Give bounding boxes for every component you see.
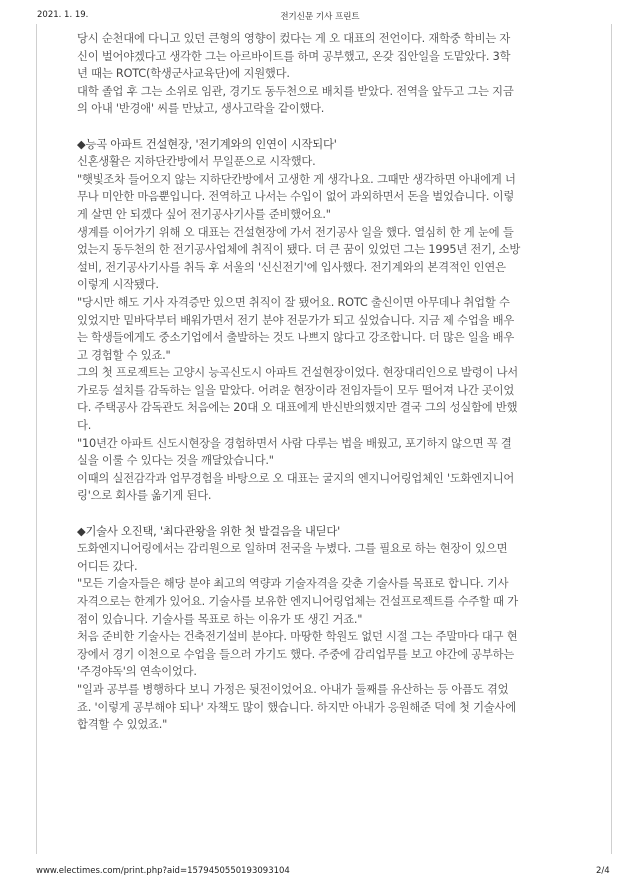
article-line: 당시 순천대에 다니고 있던 큰형의 영향이 컸다는 게 오 대표의 전언이다. 재학중 학비는 자: [77, 32, 511, 45]
section-heading: ◆능곡 아파트 건설현장, '전기계와의 인연이 시작되다': [77, 137, 337, 151]
article-line: 링'으로 회사를 옮기게 된다.: [77, 489, 212, 503]
article-line: 설비, 전기공사기사를 취득 후 서울의 '신신전기'에 입사했다. 전기계와의 본격적인 인연은: [77, 260, 506, 274]
page-border-right: [611, 24, 612, 854]
article-line: 실을 이룰 수 있다는 것을 깨달았습니다.": [77, 454, 274, 468]
blank-line: [77, 118, 587, 136]
article-line: 생계를 이어가기 위해 오 대표는 건설현장에 가서 전기공사 일을 했다. 열심히 한 게 눈에 들: [77, 225, 514, 239]
print-url[interactable]: www.electimes.com/print.php?aid=1579450550193093104: [36, 866, 290, 876]
article-line: 다.: [77, 419, 92, 433]
article-line: 대학 졸업 후 그는 소위로 임관, 경기도 동두천으로 배치를 받았다. 전역을 앞두고 그는 지금: [77, 84, 514, 98]
article-line: "모든 기술자들은 해당 분야 최고의 역량과 기술자격을 갖춘 기술사를 목표로 합니다. 기사: [77, 577, 509, 591]
article-line: 의 아내 '반경애' 씨를 만났고, 생사고락을 같이했다.: [77, 102, 325, 116]
print-footer: [0, 864, 640, 883]
article-line: 이렇게 시작됐다.: [77, 278, 159, 292]
article-line: 무나 미안한 마음뿐입니다. 전역하고 나서는 수입이 없어 과외하면서 돈을 벌었습니다. 이렇: [77, 190, 515, 204]
article-line: 합격할 수 있었죠.": [77, 718, 168, 732]
blank-line: [77, 505, 587, 523]
article-line: 점이 있습니다. 기술사를 목표로 하는 이유가 또 생긴 거죠.": [77, 612, 363, 626]
article-line: 처음 준비한 기술사는 건축전기설비 분야다. 마땅한 학원도 없던 시절 그는 주말마다 대구 현: [77, 630, 518, 644]
print-header: [0, 0, 640, 28]
article-line: 어디든 갔다.: [77, 559, 138, 573]
article-line: 었는지 동두천의 한 전기공사업체에 취직이 됐다. 더 큰 꿈이 있었던 그는 1995년 전기, 소방: [77, 243, 521, 257]
article-line: "10년간 아파트 신도시현장을 경험하면서 사람 다루는 법을 배웠고, 포기하지 않으면 꼭 결: [77, 436, 512, 450]
article-line: 장에서 경기 이천으로 수업을 들으러 가기도 했다. 주중에 감리업무를 보고 야간에 공부하는: [77, 647, 515, 661]
section-heading: ◆기술사 오진택, '최다관왕을 위한 첫 발걸음을 내딛다': [77, 524, 341, 538]
page-number: 2/4: [596, 866, 610, 876]
article-line: 는 학생들에게도 중소기업에서 출발하는 것도 나쁘지 않다고 강조합니다. 더 많은 일을 배우: [77, 331, 515, 345]
article-line: 도화엔지니어링에서는 감리원으로 일하며 전국을 누볐다. 그를 필요로 하는 현장이 있으면: [77, 542, 508, 556]
article-line: 신혼생활은 지하단칸방에서 무일푼으로 시작했다.: [77, 155, 316, 169]
article-line: "당시만 해도 기사 자격증만 있으면 취직이 잘 됐어요. ROTC 출신이면 아무데나 취업할 수: [77, 295, 510, 309]
article-line: 다. 주택공사 감독관도 처음에는 20대 오 대표에게 반신반의했지만 결국 그의 성실함에 반했: [77, 401, 518, 415]
article-line: 고 경험할 수 있죠.": [77, 348, 171, 362]
article-line: 이때의 실전감각과 업무경험을 바탕으로 오 대표는 굴지의 엔지니어링업체인 '도화엔지니어: [77, 471, 515, 485]
article-line: 그의 첫 프로젝트는 고양시 능곡신도시 아파트 건설현장이었다. 현장대리인으로 발령이 나서: [77, 366, 518, 380]
article-line: "일과 공부를 병행하다 보니 가정은 뒷전이었어요. 아내가 둘째를 유산하는 등 아픔도 겪었: [77, 682, 509, 696]
print-date: 2021. 1. 19.: [37, 10, 89, 20]
article-line: 죠. '이렇게 공부해야 되나' 자책도 많이 했습니다. 하지만 아내가 응원해준 덕에 첫 기술사에: [77, 700, 516, 714]
article-line: 게 살면 안 되겠다 싶어 전기공사기사를 준비했어요.": [77, 207, 331, 221]
article-line: 있었지만 밑바닥부터 배워가면서 전기 분야 전문가가 되고 싶었습니다. 지금 제 수업을 배우: [77, 313, 515, 327]
print-title: 전기신문 기사 프린트: [280, 12, 360, 22]
page-border-left: [36, 24, 37, 854]
article-line: 신이 벌어야겠다고 생각한 그는 아르바이트를 하며 공부했고, 온갖 집안일을 도맡았다. 3학: [77, 49, 511, 63]
article-body: [77, 30, 587, 734]
article-line: 가로등 설치를 감독하는 일을 맡았다. 어려운 현장이라 전임자들이 모두 떨어져 나간 곳이었: [77, 383, 515, 397]
article-line: '주경야독'의 연속이었다.: [77, 665, 197, 679]
article-line: 년 때는 ROTC(학생군사교육단)에 지원했다.: [77, 67, 290, 81]
article-line: "햇빛조차 들어오지 않는 지하단칸방에서 고생한 게 생각나요. 그때만 생각하면 아내에게 너: [77, 172, 516, 186]
article-line: 자격으로는 한계가 있어요. 기술사를 보유한 엔지니어링업체는 건설프로젝트를 수주할 때 가: [77, 595, 518, 608]
